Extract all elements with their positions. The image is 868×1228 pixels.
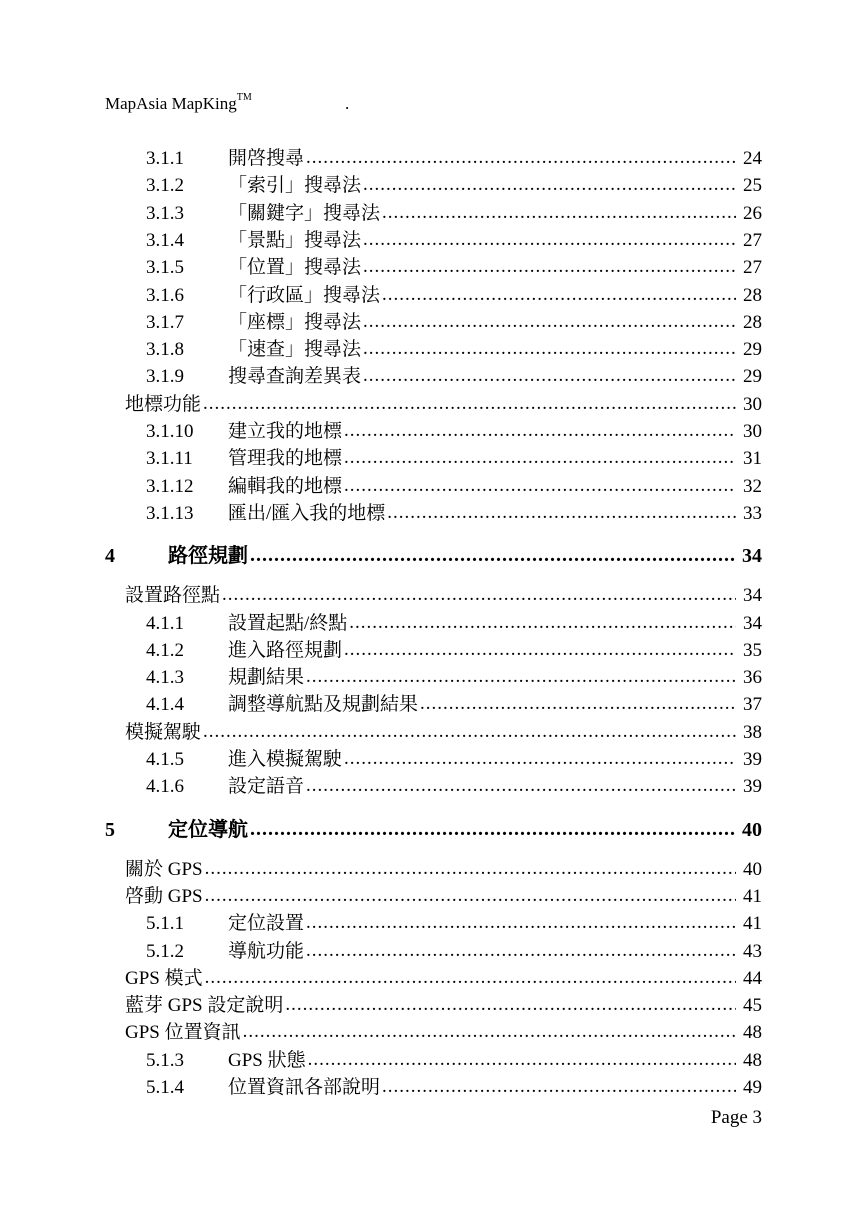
toc-entry-title: 位置資訊各部說明 [228,1077,381,1098]
toc-entry-number: 4.1.1 [146,612,184,634]
toc-entry-page: 29 [743,339,762,361]
toc-entry-page: 34 [742,545,762,568]
header-mark: . [345,94,350,113]
toc-entry-title: 「景點」搜尋法 [228,229,362,251]
dot-leader [306,775,736,797]
dot-leader [250,544,736,567]
dot-leader [243,1021,736,1043]
toc-entry-title: 設定語音 [228,776,305,798]
dot-leader [363,229,736,251]
toc-entry-number: 3.1.9 [146,366,184,388]
toc-entry-page: 33 [743,502,762,524]
toc-entry[interactable] [146,225,762,252]
toc-entry[interactable] [146,198,762,225]
toc-entry-number: 3.1.4 [146,229,184,251]
dot-leader [344,447,736,469]
dot-leader [349,612,736,634]
toc-entry-title: 模擬駕駛 [125,721,202,743]
toc-entry[interactable] [105,539,762,566]
toc-entry-title: 「座標」搜尋法 [228,311,362,333]
toc-entry-page: 44 [743,967,762,989]
toc-entry-page: 43 [743,940,762,962]
trademark-symbol: TM [236,92,252,103]
toc-entry-page: 37 [743,694,762,716]
dot-leader [205,967,736,989]
toc-entry-title: 路徑規劃 [168,545,248,568]
toc-entry[interactable] [146,689,762,716]
toc-entry-page: 28 [743,311,762,333]
toc-entry-number: 3.1.11 [146,448,193,470]
toc-entry-title: 藍芽 GPS 設定說明 [125,995,284,1017]
toc-entry-title: 編輯我的地標 [228,475,343,497]
dot-leader [203,393,736,415]
dot-leader [363,365,736,387]
dot-leader [205,885,736,907]
toc-entry-title: 關於 GPS [125,858,203,880]
toc-entry[interactable] [146,498,762,525]
dot-leader [308,1049,736,1071]
dot-leader [344,420,736,442]
dot-leader [420,693,736,715]
toc-entry-page: 27 [743,257,762,279]
page-header [105,92,350,114]
toc-entry-page: 41 [743,913,762,935]
toc-entry[interactable] [146,662,762,689]
toc-entry-page: 40 [743,858,762,880]
toc-entry-number: 5.1.4 [146,1077,184,1098]
toc-entry-title: GPS 狀態 [228,1049,306,1071]
toc-entry[interactable] [146,143,762,170]
toc-entry-title: 設置起點/終點 [228,612,348,634]
toc-entry-number: 5.1.3 [146,1049,184,1071]
toc-entry[interactable] [125,580,762,607]
dot-leader [306,912,736,934]
toc-entry-number: 3.1.7 [146,311,184,333]
toc-entry[interactable] [146,1072,762,1099]
toc-entry[interactable] [125,1017,762,1044]
toc-entry[interactable] [146,908,762,935]
toc-entry-title: GPS 位置資訊 [125,1022,241,1044]
toc-entry[interactable] [146,334,762,361]
toc-entry-page: 45 [743,995,762,1017]
toc-entry-number: 4 [105,545,115,568]
toc-entry-number: 4.1.6 [146,776,184,798]
toc-entry-number: 3.1.10 [146,421,194,442]
toc-entry[interactable] [146,280,762,307]
toc-entry-number: 3.1.3 [146,202,184,224]
dot-leader [306,666,736,688]
toc-entry[interactable] [125,389,762,416]
toc-entry-page: 40 [742,818,762,841]
toc-entry-page: 39 [743,749,762,770]
toc-entry[interactable] [146,443,762,470]
dot-leader [363,256,736,278]
toc-entry-title: 進入模擬駕駛 [228,749,343,770]
toc-entry-title: 「索引」搜尋法 [228,175,362,197]
toc-entry[interactable] [125,990,762,1017]
toc-entry[interactable] [146,608,762,635]
toc-entry-page: 26 [743,202,762,224]
toc-entry-page: 48 [743,1022,762,1044]
toc-entry-page: 30 [743,421,762,442]
toc-entry[interactable] [146,170,762,197]
toc-entry-page: 27 [743,229,762,251]
toc-entry-title: 調整導航點及規劃結果 [228,694,419,716]
toc-entry-number: 4.1.5 [146,749,184,770]
toc-entry-title: 「行政區」搜尋法 [228,284,381,306]
toc-entry-page: 24 [743,148,762,169]
dot-leader [382,284,736,306]
toc-entry-title: 開啓搜尋 [228,148,305,169]
dot-leader [344,639,736,661]
toc-entry-title: 建立我的地標 [228,421,343,442]
toc-entry[interactable] [146,361,762,388]
toc-entry-title: 「速查」搜尋法 [228,339,362,361]
toc-entry-page: 30 [743,393,762,415]
toc-entry-page: 41 [743,885,762,907]
toc-entry-title: 管理我的地標 [228,448,343,470]
toc-entry-number: 5 [105,818,115,841]
dot-leader [306,147,736,169]
toc-entry-number: 3.1.2 [146,175,184,197]
toc-entry[interactable] [146,936,762,963]
toc-entry[interactable] [146,635,762,662]
dot-leader [344,475,736,497]
toc-entry[interactable] [125,854,762,881]
toc-entry-page: 34 [743,585,762,607]
toc-entry-page: 49 [743,1077,762,1098]
toc-entry-title: 定位導航 [168,818,248,841]
toc-entry-title: 設置路徑點 [125,585,221,607]
toc-entry-number: 3.1.13 [146,502,194,524]
toc-entry[interactable] [125,717,762,744]
toc-entry-number: 5.1.1 [146,913,184,935]
toc-entry-page: 28 [743,284,762,306]
toc-entry-number: 3.1.8 [146,339,184,361]
toc-entry-page: 39 [743,776,762,798]
toc-entry-page: 48 [743,1049,762,1071]
toc-entry[interactable] [146,307,762,334]
dot-leader [203,721,736,743]
toc-entry-title: 搜尋查詢差異表 [228,366,362,388]
toc-entry-page: 35 [743,639,762,661]
toc-entry[interactable] [146,471,762,498]
toc-entry-title: 定位設置 [228,913,305,935]
toc-entry-page: 34 [743,612,762,634]
dot-leader [205,858,736,880]
toc-entry[interactable] [146,1045,762,1072]
product-name: MapAsia MapKing [105,94,237,113]
dot-leader [344,748,736,770]
toc-entry-title: 「位置」搜尋法 [228,257,362,279]
dot-leader [363,311,736,333]
toc-entry-title: 導航功能 [228,940,305,962]
toc-entry-page: 32 [743,475,762,497]
dot-leader [382,1076,736,1098]
toc-entry[interactable] [105,813,762,840]
toc-entry-page: 36 [743,667,762,689]
toc-entry-title: GPS 模式 [125,967,203,989]
toc-entry-title: 進入路徑規劃 [228,639,343,661]
dot-leader [363,338,736,360]
page-number: Page 3 [710,1107,762,1128]
toc-entry[interactable] [146,252,762,279]
toc-entry[interactable] [146,416,762,443]
toc-entry-number: 5.1.2 [146,940,184,962]
toc-entry-page: 31 [743,448,762,470]
toc-entry-title: 啓動 GPS [125,885,203,907]
toc-entry[interactable] [125,963,762,990]
dot-leader [382,202,736,224]
toc-entry-page: 38 [743,721,762,743]
toc-entry[interactable] [146,744,762,771]
dot-leader [306,940,736,962]
toc-entry-number: 3.1.1 [146,148,184,169]
toc-entry-number: 4.1.2 [146,639,184,661]
dot-leader [363,174,736,196]
toc-entry[interactable] [146,771,762,798]
toc-entry-number: 3.1.12 [146,475,194,497]
dot-leader [285,994,736,1016]
toc-entry-page: 25 [743,175,762,197]
toc-entry-number: 4.1.3 [146,667,184,689]
toc-entry-title: 規劃結果 [228,667,305,689]
toc-entry-number: 3.1.6 [146,284,184,306]
toc-entry-title: 匯出/匯入我的地標 [228,502,386,524]
dot-leader [387,502,736,524]
toc-entry[interactable] [125,881,762,908]
dot-leader [222,584,736,606]
toc-entry-page: 29 [743,366,762,388]
toc-entry-number: 3.1.5 [146,257,184,279]
dot-leader [250,818,736,841]
toc-entry-number: 4.1.4 [146,694,184,716]
toc-entry-title: 「關鍵字」搜尋法 [228,202,381,224]
toc-entry-title: 地標功能 [125,393,202,415]
